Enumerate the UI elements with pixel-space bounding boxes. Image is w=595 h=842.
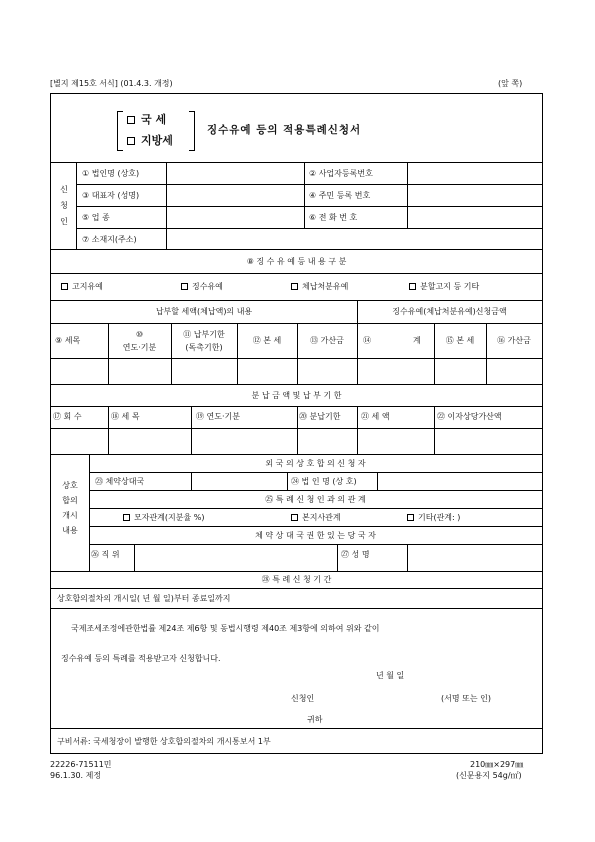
col-install-amount: ㉑ 세 액 bbox=[361, 412, 390, 421]
form-reference: [별지 제15호 서식] (01.4.3. 개정) bbox=[50, 79, 173, 88]
col-year: 연도·기분 bbox=[122, 343, 157, 352]
position-label: ㉖ 직 위 bbox=[91, 550, 120, 559]
applicant-section-label: 신 청 인 bbox=[60, 185, 68, 226]
foreign-corp-name-label: ㉔ 법 인 명 (상 호) bbox=[291, 477, 357, 486]
relationship-heading: ㉕ 특 례 신 청 인 과 의 관 계 bbox=[265, 495, 366, 504]
rel-other[interactable]: 기타(관계: ) bbox=[407, 513, 460, 523]
option-national-tax[interactable]: 국 세 bbox=[127, 111, 166, 127]
other-relation-checkbox[interactable] bbox=[407, 514, 414, 521]
col-sum-number: ⑭ bbox=[363, 336, 371, 345]
installment-heading: 분 납 금 액 및 납 부 기 한 bbox=[251, 391, 342, 400]
left-bracket bbox=[117, 111, 123, 151]
right-bracket bbox=[189, 111, 195, 151]
mutual-section-l2: 합의 bbox=[62, 496, 78, 505]
sign-or-seal: (서명 또는 인) bbox=[441, 694, 491, 703]
col-additional: ⑬ 가산금 bbox=[310, 336, 344, 345]
col-additional-2: ⑯ 가산금 bbox=[497, 336, 531, 345]
deferral-amount-group-header: 징수유예(체납처분유예)신청금액 bbox=[392, 307, 507, 316]
mutual-section-l1: 상호 bbox=[62, 481, 78, 490]
local-tax-checkbox[interactable] bbox=[127, 137, 135, 145]
col-install-year: ⑲ 연도·기분 bbox=[196, 412, 240, 421]
approval-date: 96.1.30. 제정 bbox=[50, 771, 102, 780]
col-due-date-sub: (독촉기한) bbox=[185, 343, 223, 352]
declaration-date: 년 월 일 bbox=[376, 671, 405, 680]
mutual-section-l4: 내용 bbox=[62, 526, 78, 535]
parent-subsidiary-checkbox[interactable] bbox=[123, 514, 130, 521]
national-tax-checkbox[interactable] bbox=[127, 116, 135, 124]
applicant-signature-label: 신청인 bbox=[291, 694, 315, 703]
deferral-option-other[interactable]: 분할고지 등 기타 bbox=[409, 282, 479, 292]
col-due-date: ⑪ 납부기한 bbox=[183, 330, 225, 339]
authority-heading: 체 약 상 대 국 권 한 있 는 당 국 자 bbox=[255, 531, 376, 540]
col-install-due: ⑳ 분납기한 bbox=[299, 412, 341, 421]
col-tax-item: ⑨ 세목 bbox=[55, 336, 81, 345]
col-principal: ⑫ 본 세 bbox=[252, 336, 282, 345]
collection-deferral-checkbox[interactable] bbox=[181, 283, 188, 290]
head-branch-checkbox[interactable] bbox=[291, 514, 298, 521]
form-title: 징수유예 등의 적용특례신청서 bbox=[207, 124, 362, 136]
treaty-country-label: ㉓ 체약상대국 bbox=[95, 477, 145, 486]
authority-name-label: ㉗ 성 명 bbox=[341, 550, 370, 559]
foreign-applicant-heading: 외 국 의 상 호 합 의 신 청 자 bbox=[265, 459, 366, 468]
page-side: (앞 쪽) bbox=[498, 79, 523, 88]
disposition-deferral-checkbox[interactable] bbox=[291, 283, 298, 290]
declaration-line-2: 징수유예 등의 특례를 적용받고자 신청합니다. bbox=[61, 654, 221, 663]
deferral-option-notice[interactable]: 고지유예 bbox=[61, 282, 103, 292]
period-text: 상호합의절차의 개시일( 년 월 일)부터 종료일까지 bbox=[57, 594, 231, 603]
col-install-tax: ⑱ 세 목 bbox=[111, 412, 140, 421]
resident-no-label: ④ 주민 등록 번호 bbox=[309, 191, 371, 200]
tax-due-group-header: 납부할 세액(체납액)의 내용 bbox=[155, 307, 253, 316]
rel-parent-subsidiary[interactable]: 모자관계(지분율 %) bbox=[123, 513, 204, 523]
option-local-tax[interactable]: 지방세 bbox=[127, 132, 173, 148]
corp-name-label: ① 법인명 (상호) bbox=[82, 169, 140, 178]
deferral-option-disposition[interactable]: 체납처분유예 bbox=[291, 282, 348, 292]
paper-size: 210㎜×297㎜ bbox=[470, 760, 524, 769]
paper-spec: (신문용지 54g/㎡) bbox=[456, 771, 522, 780]
form-frame bbox=[50, 93, 543, 754]
deferral-heading: ⑧ 징 수 유 예 등 내 용 구 분 bbox=[246, 257, 347, 266]
mutual-section-l3: 개시 bbox=[62, 511, 78, 520]
col-interest: ㉒ 이자상당가산액 bbox=[437, 412, 502, 421]
addressee: 귀하 bbox=[307, 715, 323, 724]
notice-deferral-checkbox[interactable] bbox=[61, 283, 68, 290]
col-year-number: ⑩ bbox=[135, 330, 144, 339]
col-round: ⑰ 회 수 bbox=[53, 412, 82, 421]
address-label: ⑦ 소재지(주소) bbox=[82, 235, 137, 244]
form-code: 22226-71511민 bbox=[50, 760, 112, 769]
biz-no-label: ② 사업자등록번호 bbox=[309, 169, 373, 178]
deferral-option-collection[interactable]: 징수유예 bbox=[181, 282, 223, 292]
business-label: ⑤ 업 종 bbox=[82, 213, 110, 222]
phone-label: ⑥ 전 화 번 호 bbox=[309, 213, 358, 222]
rel-head-branch[interactable]: 본지사관계 bbox=[291, 513, 341, 523]
rep-name-label: ③ 대표자 (성명) bbox=[82, 191, 140, 200]
other-deferral-checkbox[interactable] bbox=[409, 283, 416, 290]
attachment-note: 구비서류: 국세청장이 발행한 상호합의절차의 개시통보서 1부 bbox=[57, 737, 271, 746]
period-heading: ㉘ 특 례 신 청 기 간 bbox=[261, 575, 332, 584]
col-sum: 계 bbox=[413, 336, 421, 345]
col-principal-2: ⑮ 본 세 bbox=[445, 336, 475, 345]
declaration-line-1: 국제조세조정에관한법률 제24조 제6항 및 동법시행령 제40조 제3항에 의하여 위와 같이 bbox=[71, 624, 380, 633]
